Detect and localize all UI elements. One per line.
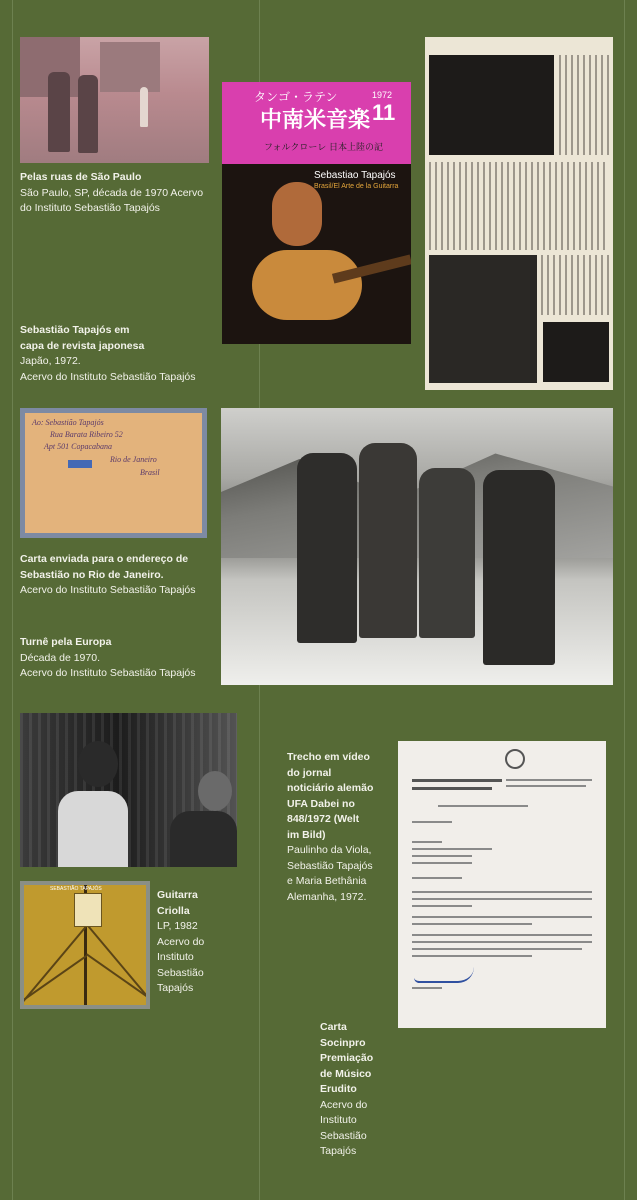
caption-title: Criolla (157, 904, 190, 917)
letter-text-line (412, 987, 442, 989)
newspaper-text-block (559, 55, 609, 155)
video-still-photo[interactable] (20, 713, 237, 867)
person-head-shape (78, 741, 118, 787)
caption-text: Tapajós (320, 1145, 357, 1157)
caption-text: São Paulo, SP, década de 1970 Acervo (20, 186, 204, 199)
letter-text-line (412, 877, 462, 879)
newspaper-photo-dancers (543, 322, 609, 382)
letter-text-line (506, 785, 586, 787)
magazine-name: Sebastiao Tapajós (314, 170, 396, 181)
caption-text: do Instituto Sebastião Tapajós (20, 202, 160, 214)
caption-text: Instituto (320, 1114, 357, 1126)
caption-street (20, 170, 220, 217)
envelope-photo[interactable] (20, 408, 207, 538)
magazine-title: 中南米音楽 (260, 108, 371, 133)
letter-text-line (412, 862, 472, 864)
caption-title: Sebastião no Rio de Janeiro. (20, 568, 164, 581)
caption-text: Acervo do (320, 1098, 368, 1111)
letter-text-line (412, 787, 492, 790)
caption-title: noticiário alemão (287, 782, 374, 794)
person-body-shape (58, 791, 128, 867)
person-body-shape (170, 811, 237, 867)
letter-text-line (412, 916, 592, 918)
caption-text: Instituto (157, 951, 194, 963)
letter-text-line (412, 841, 442, 843)
lp-cover-photo[interactable] (20, 881, 150, 1009)
letter-text-line (506, 779, 592, 781)
person-shape (140, 87, 148, 127)
letter-text-line (412, 905, 472, 907)
letter-text-line (412, 898, 592, 900)
letter-text-line (438, 805, 528, 807)
person-shape (419, 468, 475, 638)
magazine-cover-photo[interactable] (222, 82, 411, 344)
caption-magazine (20, 323, 220, 385)
letter-text-line (412, 934, 592, 936)
caption-lp (157, 888, 237, 997)
envelope-address: Rio de Janeiro (110, 455, 157, 464)
caption-text: Paulinho da Viola, (287, 844, 372, 856)
guitar-shape (252, 250, 362, 320)
newspaper-photo-guitarist (429, 255, 537, 383)
magazine-month: 11 (372, 100, 396, 125)
caption-text: LP, 1982 (157, 920, 198, 932)
caption-title: im Bild) (287, 828, 326, 841)
caption-title: Trecho em vídeo (287, 751, 370, 763)
newspaper-photo-stage (429, 55, 554, 155)
letter-text-line (412, 955, 532, 957)
letter-text-line (412, 779, 502, 782)
airmail-sticker (68, 460, 92, 468)
caption-letter-rio (20, 552, 225, 599)
caption-text: Acervo do (157, 935, 205, 948)
person-shape (297, 453, 357, 643)
caption-title: Socinpro (320, 1036, 366, 1049)
lp-cover-portrait (74, 893, 102, 927)
letter-text-line (412, 848, 492, 850)
caption-title: Carta enviada para o endereço de (20, 553, 189, 565)
caption-title: Carta (320, 1021, 347, 1033)
socinpro-letter-photo[interactable] (398, 741, 606, 1028)
person-shape (78, 75, 98, 153)
envelope-address: Rua Barata Ribeiro 52 (50, 430, 123, 439)
caption-title: Erudito (320, 1083, 357, 1095)
caption-title: capa de revista japonesa (20, 339, 145, 352)
caption-text: Tapajós (157, 982, 194, 994)
newspaper-text-block (429, 162, 609, 250)
caption-title: Turnê pela Europa (20, 636, 112, 648)
caption-text: Década de 1970. (20, 651, 100, 664)
column-divider-right (624, 0, 625, 1200)
letter-text-line (412, 923, 532, 925)
caption-text: Sebastião Tapajós (287, 859, 373, 872)
magazine-year: 1972 (372, 90, 393, 100)
building-shape (100, 42, 160, 92)
socinpro-logo-icon (505, 749, 525, 769)
caption-text: Acervo do Instituto Sebastião Tapajós (20, 667, 196, 679)
europe-tour-photo[interactable] (221, 408, 613, 685)
envelope-address: Ao: Sebastião Tapajós (32, 418, 104, 427)
letter-text-line (412, 891, 592, 893)
caption-video (287, 750, 387, 905)
magazine-tagline: Brasil/El Arte de la Guitarra (314, 183, 399, 190)
portrait-shape (272, 182, 322, 246)
newspaper-clipping-photo[interactable] (425, 37, 613, 390)
caption-socinpro (320, 1020, 390, 1160)
caption-text: Japão, 1972. (20, 355, 81, 367)
signature-shape (414, 967, 474, 983)
caption-text: Acervo do Instituto Sebastião Tapajós (20, 370, 196, 383)
leaf-vein-shape (86, 924, 150, 1009)
caption-text: Alemanha, 1972. (287, 890, 367, 903)
caption-title: Guitarra (157, 889, 198, 901)
caption-text: Acervo do Instituto Sebastião Tapajós (20, 584, 196, 596)
caption-text: Sebastião (157, 966, 204, 979)
envelope-address: Brasil (140, 468, 160, 477)
person-shape (359, 443, 417, 638)
letter-text-line (412, 941, 592, 943)
letter-text-line (412, 855, 472, 857)
envelope-address: Apt 501 Copacabana (44, 442, 112, 451)
person-shape (483, 470, 555, 665)
magazine-kicker: タンゴ・ラテン (254, 90, 338, 104)
caption-title: do jornal (287, 766, 332, 779)
newspaper-text-block (541, 255, 609, 315)
caption-title: Sebastião Tapajós em (20, 324, 130, 336)
caption-text: Sebastião (320, 1129, 367, 1142)
street-photo[interactable] (20, 37, 209, 163)
caption-title: UFA Dabei no (287, 797, 355, 810)
column-divider-left (12, 0, 13, 1200)
caption-title: de Músico (320, 1067, 372, 1080)
lp-cover-label: SEBASTIÃO TAPAJÓS (50, 886, 102, 892)
caption-text: e Maria Bethânia (287, 875, 367, 887)
caption-title: Premiação (320, 1052, 374, 1064)
person-shape (48, 72, 70, 152)
letter-text-line (412, 821, 452, 823)
magazine-subtitle: フォルクローレ 日本上陸の記 (264, 143, 384, 153)
caption-europe (20, 635, 220, 682)
caption-title: 848/1972 (Welt (287, 813, 360, 825)
letter-text-line (412, 948, 582, 950)
person-head-shape (198, 771, 232, 811)
caption-title: Pelas ruas de São Paulo (20, 171, 142, 183)
